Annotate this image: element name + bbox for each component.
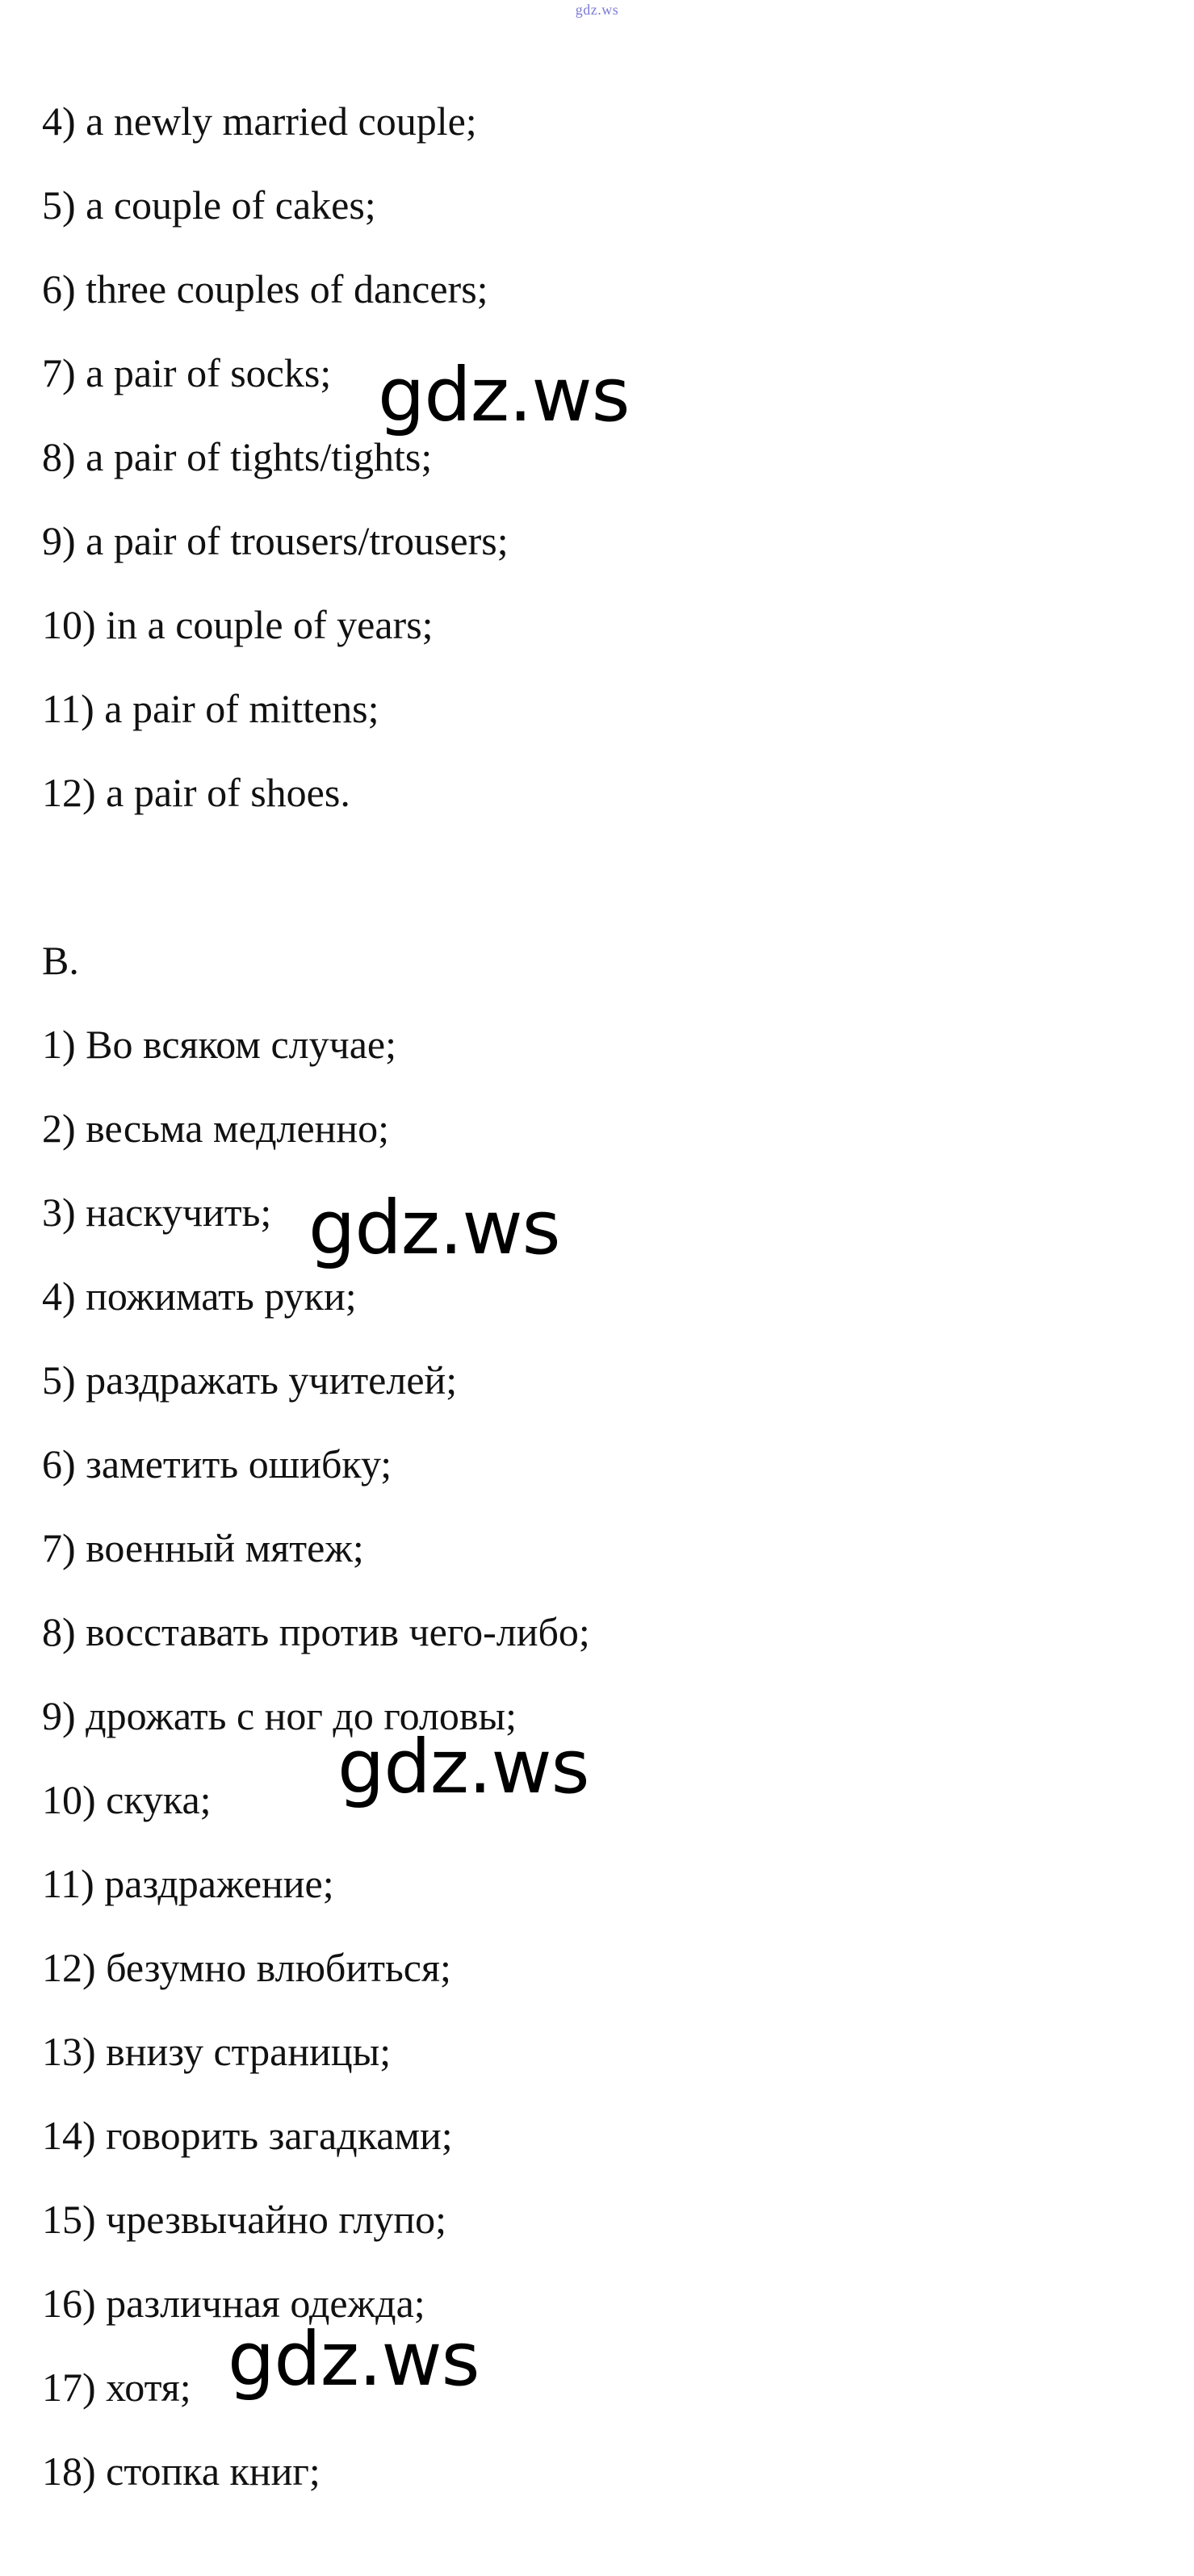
watermark-text: gdz.ws (378, 352, 630, 438)
list-item: 15) чрезвычайно глупо; (42, 2197, 446, 2242)
list-item: 10) скука; (42, 1777, 212, 1822)
watermark-text: gdz.ws (337, 1724, 589, 1810)
list-item: 14) говорить загадками; (42, 2113, 453, 2158)
section-heading: B. (42, 938, 79, 983)
site-watermark-top: gdz.ws (575, 2, 619, 18)
list-item: 7) военный мятеж; (42, 1525, 364, 1570)
watermark-text: gdz.ws (308, 1185, 560, 1271)
list-item: 3) наскучить; (42, 1190, 272, 1235)
list-item: 4) пожимать руки; (42, 1273, 357, 1319)
list-item: 7) a pair of socks; (42, 350, 332, 395)
list-item: 11) a pair of mittens; (42, 686, 379, 731)
list-item: 4) a newly married couple; (42, 98, 477, 144)
list-item: 13) внизу страницы; (42, 2029, 392, 2074)
list-item: 12) безумно влюбиться; (42, 1945, 451, 1990)
list-item: 11) раздражение; (42, 1861, 334, 1906)
list-item: 9) дрожать с ног до головы; (42, 1693, 517, 1738)
list-item: 10) in a couple of years; (42, 602, 434, 647)
list-item: 8) a pair of tights/tights; (42, 434, 433, 479)
list-item: 1) Во всяком случае; (42, 1022, 397, 1067)
watermark-text: gdz.ws (228, 2316, 480, 2402)
list-item: 2) весьма медленно; (42, 1106, 390, 1151)
list-item: 18) стопка книг; (42, 2448, 320, 2494)
list-item: 5) a couple of cakes; (42, 182, 376, 228)
list-item: 6) three couples of dancers; (42, 266, 488, 312)
list-item: 5) раздражать учителей; (42, 1357, 458, 1403)
list-item: 6) заметить ошибку; (42, 1441, 392, 1487)
list-item: 17) хотя; (42, 2365, 191, 2410)
list-item: 9) a pair of trousers/trousers; (42, 518, 509, 563)
list-item: 12) a pair of shoes. (42, 770, 350, 815)
list-item: 16) различная одежда; (42, 2281, 425, 2326)
list-item: 8) восставать против чего-либо; (42, 1609, 590, 1654)
